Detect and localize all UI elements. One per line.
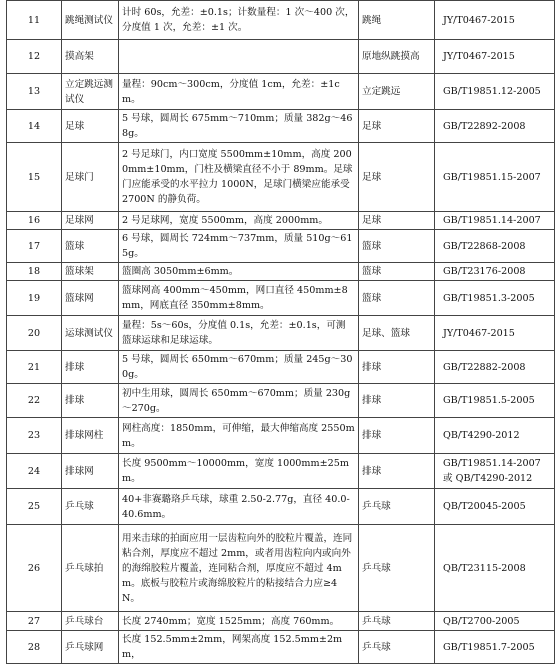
equipment-name: 足球 (62, 110, 119, 143)
equipment-spec: 长度 152.5mm±2mm，网架高度 152.5mm±2mm， (119, 631, 359, 664)
table-row (7, 612, 555, 631)
table-row (7, 263, 555, 281)
table-body (7, 1, 555, 664)
table-row (7, 384, 555, 418)
table-row (7, 489, 555, 525)
test-item: 乒乓球 (359, 631, 435, 664)
equipment-name: 乒乓球台 (62, 612, 119, 631)
equipment-spec: 用来击球的拍面应用一层齿粒向外的胶粒片覆盖，连同粘合剂，厚度应不超过 2mm，或者用齿粒向内或向外的海绵胶粒片覆盖，连同粘合剂，厚度应不超过 4mm。底板与胶粒片或海绵胶粒片的粘接结合力应≥4N。 (119, 525, 359, 612)
standard-code (435, 74, 555, 110)
row-number: 24 (7, 454, 62, 489)
test-item: 篮球 (359, 230, 435, 263)
table-row (7, 74, 555, 110)
row-number: 19 (7, 281, 62, 316)
row-number: 11 (7, 1, 62, 40)
standard-code-line: GB/T19851.12-2005 (443, 86, 541, 97)
equipment-spec (119, 40, 359, 74)
row-number: 17 (7, 230, 62, 263)
row-number: 13 (7, 74, 62, 110)
test-item: 篮球 (359, 263, 435, 281)
standard-code-line: GB/T19851.15-2007 (443, 171, 541, 183)
equipment-spec: 2 号足球网，宽度 5500mm，高度 2000mm。 (119, 212, 359, 230)
test-item: 原地纵跳摸高 (359, 40, 435, 74)
equipment-name: 排球网 (62, 454, 119, 489)
test-item: 篮球 (359, 281, 435, 316)
standard-code-line: GB/T22892-2008 (443, 120, 526, 132)
row-number: 12 (7, 40, 62, 74)
equipment-spec: 40+非赛璐珞乒乓球，球重 2.50-2.77g，直径 40.0-40.6mm。 (119, 489, 359, 525)
row-number: 28 (7, 631, 62, 664)
table-row (7, 143, 555, 212)
standard-code-line: GB/T19851.14-2007 (443, 215, 541, 226)
standard-code (435, 1, 555, 40)
row-number: 20 (7, 316, 62, 351)
test-item: 乒乓球 (359, 525, 435, 612)
test-item: 排球 (359, 351, 435, 384)
standard-code (435, 110, 555, 143)
standard-code (435, 40, 555, 74)
equipment-name: 排球 (62, 351, 119, 384)
equipment-name: 篮球架 (62, 263, 119, 281)
equipment-name: 篮球网 (62, 281, 119, 316)
row-number: 27 (7, 612, 62, 631)
standard-code (435, 454, 555, 489)
standard-code (435, 143, 555, 212)
test-item: 跳绳 (359, 1, 435, 40)
equipment-name: 摸高架 (62, 40, 119, 74)
row-number: 14 (7, 110, 62, 143)
standard-code-line: GB/T19851.14-2007 (443, 458, 541, 469)
test-item: 足球 (359, 143, 435, 212)
equipment-spec: 篮圈高 3050mm±6mm。 (119, 263, 359, 281)
equipment-spec: 初中生用球，圆周长 650mm～670mm；质量 230g～270g。 (119, 384, 359, 418)
equipment-spec-table (6, 0, 555, 664)
equipment-name: 跳绳测试仪 (62, 1, 119, 40)
table-row (7, 40, 555, 74)
row-number: 21 (7, 351, 62, 384)
equipment-name: 足球门 (62, 143, 119, 212)
standard-code-line: QB/T2700-2005 (443, 615, 520, 627)
test-item: 排球 (359, 418, 435, 454)
standard-code (435, 384, 555, 418)
standard-code-line: JY/T0467-2015 (443, 51, 515, 62)
table-row (7, 351, 555, 384)
equipment-name: 立定跳远测试仪 (62, 74, 119, 110)
test-item: 乒乓球 (359, 489, 435, 525)
table-row (7, 281, 555, 316)
table-row (7, 454, 555, 489)
equipment-name: 足球网 (62, 212, 119, 230)
equipment-name: 乒乓球网 (62, 631, 119, 664)
equipment-spec: 计时 60s，允差：±0.1s；计数量程：1 次～400 次，分度值 1 次，允差：±1 次。 (119, 1, 359, 40)
equipment-spec: 5 号球，圆周长 675mm～710mm；质量 382g～468g。 (119, 110, 359, 143)
standard-code-line: GB/T19851.5-2005 (443, 395, 535, 406)
standard-code (435, 351, 555, 384)
row-number: 23 (7, 418, 62, 454)
equipment-spec: 长度 2740mm；宽度 1525mm；高度 760mm。 (119, 612, 359, 631)
standard-code (435, 230, 555, 263)
test-item: 足球 (359, 212, 435, 230)
standard-code-line: GB/T19851.3-2005 (443, 292, 535, 304)
test-item: 立定跳远 (359, 74, 435, 110)
standard-code (435, 525, 555, 612)
equipment-name: 运球测试仪 (62, 316, 119, 351)
row-number: 15 (7, 143, 62, 212)
standard-code-line: QB/T23115-2008 (443, 562, 526, 574)
standard-code (435, 263, 555, 281)
equipment-name: 乒乓球 (62, 489, 119, 525)
equipment-name: 排球网柱 (62, 418, 119, 454)
table-row (7, 110, 555, 143)
table-row (7, 525, 555, 612)
equipment-spec: 量程：5s～60s，分度值 0.1s，允差：±0.1s，可测篮球运球和足球运球。 (119, 316, 359, 351)
standard-code (435, 281, 555, 316)
standard-code-line: QB/T20045-2005 (443, 501, 526, 512)
standard-code (435, 489, 555, 525)
standard-code (435, 612, 555, 631)
standard-code (435, 418, 555, 454)
standard-code-line: QB/T4290-2012 (443, 430, 520, 441)
test-item: 足球 (359, 110, 435, 143)
standard-code-line: JY/T0467-2015 (443, 327, 515, 339)
equipment-spec: 5 号球，圆周长 650mm～670mm；质量 245g～300g。 (119, 351, 359, 384)
standard-code-line: GB/T22868-2008 (443, 240, 526, 252)
test-item: 排球 (359, 454, 435, 489)
row-number: 26 (7, 525, 62, 612)
equipment-spec: 网柱高度：1850mm，可伸缩，最大伸缩高度 2550mm。 (119, 418, 359, 454)
equipment-name: 排球 (62, 384, 119, 418)
standard-code (435, 212, 555, 230)
standard-code-line: GB/T22882-2008 (443, 361, 526, 373)
table-row (7, 418, 555, 454)
equipment-spec: 量程：90cm～300cm，分度值 1cm，允差：±1cm。 (119, 74, 359, 110)
equipment-spec: 6 号球，圆周长 724mm～737mm，质量 510g～615g。 (119, 230, 359, 263)
test-item: 足球、篮球 (359, 316, 435, 351)
row-number: 16 (7, 212, 62, 230)
standard-code (435, 316, 555, 351)
equipment-name: 乒乓球拍 (62, 525, 119, 612)
table-row (7, 316, 555, 351)
row-number: 18 (7, 263, 62, 281)
row-number: 25 (7, 489, 62, 525)
test-item: 乒乓球 (359, 612, 435, 631)
equipment-name: 篮球 (62, 230, 119, 263)
equipment-spec: 篮球网高 400mm～450mm，网口直径 450mm±8mm，网底直径 350mm±8mm。 (119, 281, 359, 316)
test-item: 排球 (359, 384, 435, 418)
standard-code-line: JY/T0467-2015 (443, 14, 515, 26)
standard-code-line: GB/T19851.7-2005 (443, 641, 535, 653)
table-row (7, 230, 555, 263)
row-number: 22 (7, 384, 62, 418)
equipment-spec: 2 号足球门，内口宽度 5500mm±10mm，高度 2000mm±10mm，门柱及横梁直径不小于 89mm。足球门应能承受的水平拉力 1000N，足球门横梁应能承受 2700N 的静负荷。 (119, 143, 359, 212)
table-row (7, 1, 555, 40)
standard-code-line: GB/T23176-2008 (443, 266, 526, 277)
standard-code-line: 或 QB/T4290-2012 (443, 473, 533, 484)
table-row (7, 212, 555, 230)
equipment-spec: 长度 9500mm～10000mm，宽度 1000mm±25mm。 (119, 454, 359, 489)
